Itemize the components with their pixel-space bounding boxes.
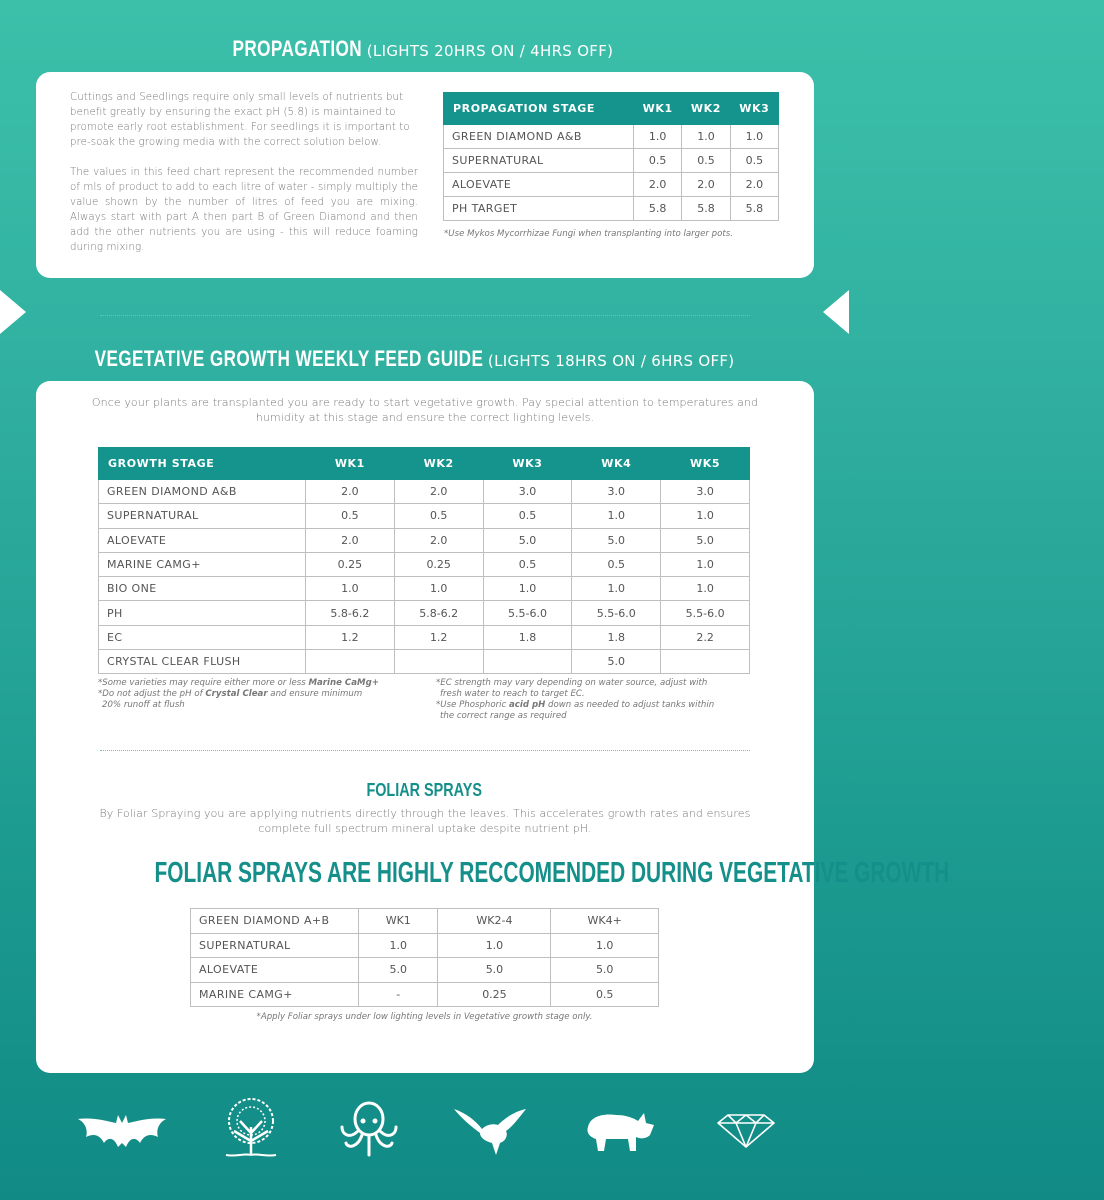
row-label: ALOEVATE xyxy=(99,528,306,552)
table-row xyxy=(99,601,750,625)
note-emphasis: acid pH xyxy=(508,700,546,710)
header-cell: PROPAGATION STAGE xyxy=(444,93,634,125)
cell-value: 5.0 xyxy=(551,958,659,983)
table-row xyxy=(191,982,659,1007)
row-label: CRYSTAL CLEAR FLUSH xyxy=(99,650,306,674)
cell-value: 1.8 xyxy=(572,625,661,649)
cell-value: - xyxy=(359,982,438,1007)
propagation-title: PROPAGATION xyxy=(232,36,362,61)
tree-icon xyxy=(220,1097,282,1161)
bat-icon xyxy=(76,1113,168,1149)
note-line xyxy=(98,678,418,689)
note-text: *Use Phosphoric xyxy=(436,700,509,710)
cell-value: 1.0 xyxy=(661,577,750,601)
table-row xyxy=(99,625,750,649)
cell-value: 1.0 xyxy=(661,504,750,528)
note-text: down as needed to adjust tanks within xyxy=(545,700,715,710)
cell-value: 1.0 xyxy=(551,933,659,958)
note-line: 20% runoff at flush xyxy=(102,700,185,710)
cell-value: 2.2 xyxy=(661,625,750,649)
header-cell: WK1 xyxy=(634,93,682,125)
cell-value: 0.25 xyxy=(438,982,551,1007)
header-cell: WK1 xyxy=(306,448,395,480)
row-label: MARINE CAMG+ xyxy=(99,552,306,576)
cell-value: 1.0 xyxy=(634,125,682,149)
cell-value: WK4+ xyxy=(551,909,659,934)
cell-value: 0.5 xyxy=(730,149,778,173)
table-row xyxy=(444,173,779,197)
cell-value: 2.0 xyxy=(394,480,483,504)
foliar-title xyxy=(0,780,849,801)
diamond-icon xyxy=(716,1113,776,1149)
cell-value: 5.5-6.0 xyxy=(572,601,661,625)
vegetative-subtitle: (LIGHTS 18HRS ON / 6HRS OFF) xyxy=(487,352,735,370)
propagation-table xyxy=(443,92,779,221)
cell-value: 0.5 xyxy=(682,149,730,173)
table-row xyxy=(99,504,750,528)
row-label: GREEN DIAMOND A&B xyxy=(444,125,634,149)
row-label: ALOEVATE xyxy=(191,958,359,983)
octopus-icon xyxy=(336,1099,402,1159)
cell-value: 1.0 xyxy=(306,577,395,601)
row-label: SUPERNATURAL xyxy=(99,504,306,528)
table-row xyxy=(444,149,779,173)
cell-value: 1.8 xyxy=(483,625,572,649)
cell-value: 2.0 xyxy=(306,528,395,552)
cell-value: 2.0 xyxy=(394,528,483,552)
cell-value: 1.2 xyxy=(394,625,483,649)
cell-value: 1.0 xyxy=(394,577,483,601)
cell-value xyxy=(306,650,395,674)
header-cell: WK5 xyxy=(661,448,750,480)
cell-value: 0.5 xyxy=(551,982,659,1007)
cell-value: 2.0 xyxy=(730,173,778,197)
cell-value: 0.5 xyxy=(306,504,395,528)
propagation-paragraph-1: Cuttings and Seedlings require only small levels of nutrients but benefit greatly by ensuring the exact pH (5.8) is maintained to promote early root establishment. For seedlings it is important to pre-soak the growing media with the correct solution below. xyxy=(70,92,410,148)
cell-value: 1.0 xyxy=(730,125,778,149)
cell-value: 2.0 xyxy=(634,173,682,197)
cell-value: 5.0 xyxy=(661,528,750,552)
foliar-headline-text: FOLIAR SPRAYS ARE HIGHLY RECCOMENDED DURING VEGETATIVE GROWTH xyxy=(154,857,950,889)
cell-value: 5.0 xyxy=(572,650,661,674)
icon-row xyxy=(0,1095,849,1175)
rhino-icon xyxy=(582,1107,658,1153)
row-label: ALOEVATE xyxy=(444,173,634,197)
cell-value: 5.5-6.0 xyxy=(661,601,750,625)
row-label: SUPERNATURAL xyxy=(191,933,359,958)
table-row xyxy=(99,480,750,504)
foliar-table xyxy=(190,908,659,1007)
cell-value: 0.5 xyxy=(483,552,572,576)
vegetative-table xyxy=(98,447,750,674)
foliar-title-text: FOLIAR SPRAYS xyxy=(366,780,483,800)
cell-value: 1.0 xyxy=(438,933,551,958)
vegetative-heading xyxy=(0,346,849,372)
header-cell: GROWTH STAGE xyxy=(99,448,306,480)
table-row xyxy=(99,552,750,576)
cell-value: 5.8-6.2 xyxy=(394,601,483,625)
note-line xyxy=(98,689,418,700)
vegetative-notes-right xyxy=(436,678,766,722)
cell-value: 0.25 xyxy=(394,552,483,576)
note-emphasis: Crystal Clear xyxy=(205,689,268,699)
hummingbird-icon xyxy=(452,1105,528,1157)
propagation-heading xyxy=(0,36,849,62)
cell-value: 5.8 xyxy=(682,197,730,221)
table-row xyxy=(99,528,750,552)
propagation-paragraph-2: The values in this feed chart represent the recommended number of mls of product to add to each litre of water - simply multiply the value shown by the number of litres of feed you are mixing. Always start with part A then part B of Green Diamond and then add the other nutrients you are using - this will reduce foaming during mixing. xyxy=(70,167,418,253)
note-emphasis: Marine CaMg+ xyxy=(308,678,379,688)
cell-value: 5.0 xyxy=(572,528,661,552)
cell-value: 2.0 xyxy=(682,173,730,197)
table-row xyxy=(444,197,779,221)
divider xyxy=(100,315,750,316)
cell-value xyxy=(661,650,750,674)
cell-value: 0.5 xyxy=(394,504,483,528)
cell-value: 1.0 xyxy=(572,577,661,601)
cell-value: WK1 xyxy=(359,909,438,934)
note-text: and ensure minimum xyxy=(267,689,363,699)
vegetative-intro: Once your plants are transplanted you are ready to start vegetative growth. Pay special attention to temperatures and humidity at this stage and ensure the correct lighting levels. xyxy=(91,396,759,424)
cell-value: 0.5 xyxy=(634,149,682,173)
cell-value: 1.0 xyxy=(682,125,730,149)
right-arrow-decoration xyxy=(823,290,849,334)
cell-value: 2.0 xyxy=(306,480,395,504)
cell-value: 1.0 xyxy=(572,504,661,528)
cell-value: 5.0 xyxy=(359,958,438,983)
row-label: GREEN DIAMOND A&B xyxy=(99,480,306,504)
row-label: PH TARGET xyxy=(444,197,634,221)
cell-value: 5.0 xyxy=(483,528,572,552)
propagation-panel xyxy=(36,72,814,278)
note-line: *EC strength may vary depending on water source, adjust with xyxy=(436,678,708,688)
divider xyxy=(100,750,750,751)
cell-value: 1.0 xyxy=(359,933,438,958)
foliar-headline xyxy=(0,857,950,890)
header-cell: WK3 xyxy=(730,93,778,125)
row-label: MARINE CAMG+ xyxy=(191,982,359,1007)
row-label: SUPERNATURAL xyxy=(444,149,634,173)
header-cell: WK2 xyxy=(682,93,730,125)
table-row xyxy=(444,125,779,149)
propagation-subtitle: (LIGHTS 20HRS ON / 4HRS OFF) xyxy=(366,42,614,60)
cell-value: 0.25 xyxy=(306,552,395,576)
header-cell: WK3 xyxy=(483,448,572,480)
note-text: *Do not adjust the pH of xyxy=(98,689,206,699)
cell-value: 0.5 xyxy=(483,504,572,528)
table-header-row xyxy=(191,909,659,934)
row-label: PH xyxy=(99,601,306,625)
foliar-note: *Apply Foliar sprays under low lighting levels in Vegetative growth stage only. xyxy=(256,1012,593,1022)
cell-value: 3.0 xyxy=(483,480,572,504)
cell-value: WK2-4 xyxy=(438,909,551,934)
cell-value xyxy=(483,650,572,674)
cell-value: 5.8-6.2 xyxy=(306,601,395,625)
note-text: *Some varieties may require either more or less xyxy=(98,678,309,688)
cell-value: 3.0 xyxy=(661,480,750,504)
cell-value: 5.8 xyxy=(730,197,778,221)
propagation-text xyxy=(70,90,418,255)
row-label: BIO ONE xyxy=(99,577,306,601)
row-label: EC xyxy=(99,625,306,649)
cell-value: 3.0 xyxy=(572,480,661,504)
cell-value: 5.5-6.0 xyxy=(483,601,572,625)
cell-value: 0.5 xyxy=(572,552,661,576)
table-row xyxy=(99,577,750,601)
cell-value: 5.8 xyxy=(634,197,682,221)
table-header-row xyxy=(444,93,779,125)
note-line: the correct range as required xyxy=(440,711,567,721)
table-row xyxy=(99,650,750,674)
cell-value: 1.2 xyxy=(306,625,395,649)
table-row xyxy=(191,958,659,983)
cell-value xyxy=(394,650,483,674)
cell-value: 5.0 xyxy=(438,958,551,983)
foliar-text: By Foliar Spraying you are applying nutrients directly through the leaves. This accelerates growth rates and ensures complete full spectrum mineral uptake despite nutrient pH. xyxy=(99,807,751,835)
vegetative-title: VEGETATIVE GROWTH WEEKLY FEED GUIDE xyxy=(94,346,483,371)
left-arrow-decoration xyxy=(0,290,26,334)
table-header-row xyxy=(99,448,750,480)
row-label: GREEN DIAMOND A+B xyxy=(191,909,359,934)
header-cell: WK4 xyxy=(572,448,661,480)
header-cell: WK2 xyxy=(394,448,483,480)
note-line xyxy=(436,700,766,711)
note-line: fresh water to reach to target EC. xyxy=(440,689,585,699)
table-row xyxy=(191,933,659,958)
vegetative-notes-left xyxy=(98,678,418,711)
cell-value: 1.0 xyxy=(661,552,750,576)
cell-value: 1.0 xyxy=(483,577,572,601)
propagation-note: *Use Mykos Mycorrhizae Fungi when transplanting into larger pots. xyxy=(444,229,733,239)
